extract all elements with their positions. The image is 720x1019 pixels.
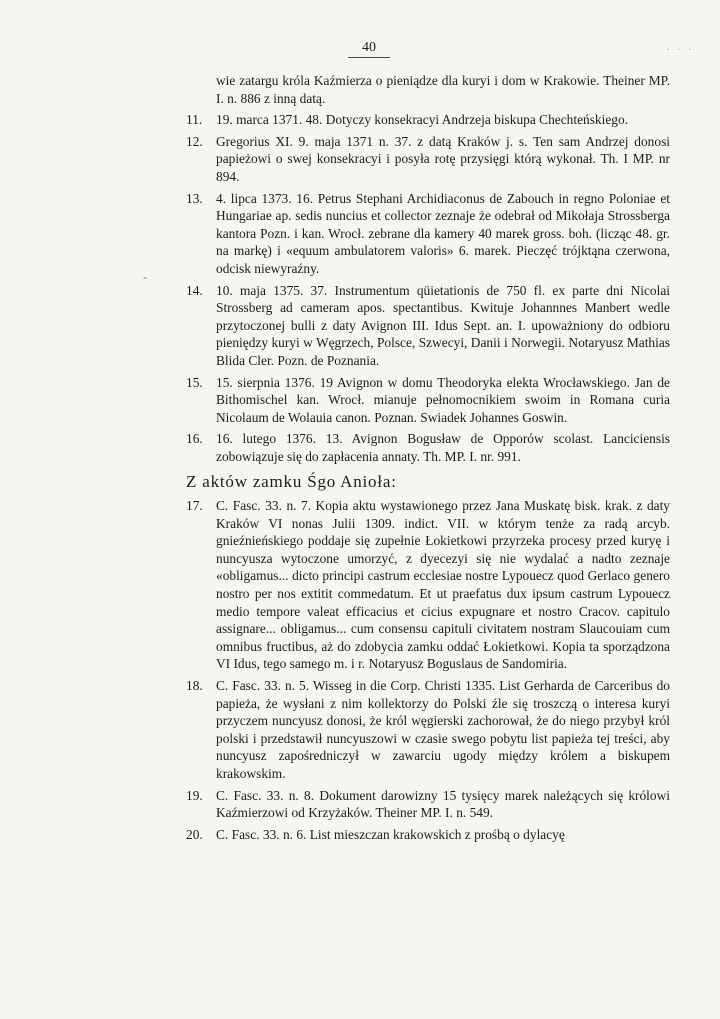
entry-number: 14. — [186, 282, 203, 298]
list-entry — [186, 133, 670, 186]
list-entry — [186, 190, 670, 278]
entry-text: 4. lipca 1373. 16. Petrus Stephani Archidiaconus de Zabouch in regno Poloniae et Hungariae ap. sedis nuncius et collector zeznaje że odebrał od Mikołaja Strossberga kantora Pozn. i kan. Wrocł. zebrane dla kamery 40 marek gross. boh. (licząc 48. gr. na markę) i «equum ambulatorem valoris» 6. marek. Pieczęć trójktąna czerwona, odcisk niewyraźny. — [216, 190, 670, 276]
entry-number: 13. — [186, 190, 203, 206]
entry-number: 11. — [186, 112, 203, 128]
entry-list-top — [186, 72, 670, 465]
list-entry — [186, 430, 670, 465]
entry-number: 15. — [186, 374, 203, 390]
list-entry — [186, 282, 670, 370]
list-entry — [186, 787, 670, 822]
page-body — [186, 72, 670, 847]
entry-text: 19. marca 1371. 48. Dotyczy konsekracyi Andrzeja biskupa Chechteńskiego. — [216, 112, 629, 128]
entry-text: 15. sierpnia 1376. 19 Avignon w domu Theodoryka elekta Wrocławskiego. Jan de Bithomischel kan. Wrocł. mianuje pełnomocnikiem swoim in Romana curia Nicolaum de Wolauia canon. Poznan. Swiadek Johannes Goswin. — [216, 374, 670, 425]
list-entry — [186, 72, 670, 107]
entry-text: 16. lutego 1376. 13. Avignon Bogusław de Opporów scolast. Lanciciensis zobowiązuje się do zapłacenia annaty. Th. MP. I. nr. 991. — [216, 431, 670, 464]
entry-text: 10. maja 1375. 37. Instrumentum qüietationis de 750 fl. ex parte dni Nicolai Strossberg ad cameram apos. spectantibus. Kwituje Johannnes Manbert wedle przytoczonej bulli z daty Avignon III. Idus Sept. an. I. upoważniony do odbioru pieniędzy kuryi w Węgrzech, Polsce, Szwecyi, Danii i Norwegii. Notaryusz Mathias Blida Cler. Pozn. de Poznania. — [216, 282, 670, 368]
entry-text: Gregorius XI. 9. maja 1371 n. 37. z datą Kraków j. s. Ten sam Andrzej donosi papieżowi o swej konsekracyi i posyła rotę przysięgi którą wykonał. Th. I MP. nr 894. — [216, 133, 670, 184]
entry-text: C. Fasc. 33. n. 6. List mieszczan krakowskich z prośbą o dylacyę — [216, 826, 565, 842]
list-entry — [186, 826, 670, 844]
entry-text: C. Fasc. 33. n. 7. Kopia aktu wystawionego przez Jana Muskatę bisk. krak. z daty Kraków VI nonas Julii 1309. indict. VII. w którym tenże za radą arcyb. gnieźnieńskiego poddaje się zupełnie Łokietkowi przyrzeka procesy przed kuryę i nuncyusza wytoczone umorzyć, z dyecezyi się nie wydalać a nadto zeznaje «obligamus... dicto principi castrum ecclesiae nostre Lypouecz quod Gerlaco genero nostro per nos extitit commedatum. Et ut praefatus dux ipsum castrum Lypouecz medio tempore valeat efficacius et cicius expugnare et nostro Cracov. capitulo assignare... obligamus... cum consensu capituli civitatem nostram Slaucouiam cum omnibus fructibus, aż do zdobycia zamku oddać Łokietkowi. Kopia ta sporządzona VI Idus, tego samego m. i r. Notaryusz Boguslaus de Sandomiria. — [216, 498, 670, 672]
entry-number: 20. — [186, 826, 203, 842]
entry-text: wie zatargu króla Kaźmierza o pieniądze dla kuryi i dom w Krakowie. Theiner MP. I. n. 886 z inną datą. — [216, 73, 670, 106]
entry-number: 16. — [186, 431, 203, 447]
entry-number: 18. — [186, 678, 203, 693]
entry-text: C. Fasc. 33. n. 8. Dokument darowizny 15 tysięcy marek należących się królowi Kaźmierzowi od Krzyżaków. Theiner MP. I. n. 549. — [216, 787, 670, 821]
entry-list-bottom — [186, 497, 670, 843]
margin-mark: - — [143, 270, 147, 284]
list-entry — [186, 677, 670, 783]
list-entry — [186, 111, 670, 129]
list-entry — [186, 374, 670, 427]
entry-number: 12. — [186, 133, 203, 149]
page-number: 40 — [0, 40, 720, 58]
entry-number: 19. — [186, 787, 203, 803]
list-entry — [186, 497, 670, 673]
section-heading: Z aktów zamku Śgo Anioła: — [186, 472, 397, 492]
entry-number: 17. — [186, 498, 203, 514]
entry-text: C. Fasc. 33. n. 5. Wisseg in die Corp. Christi 1335. List Gerharda de Carceribus do papieża, że wysłani z nim kollektorzy do Polski źle się troszczą o interesa kuryi przyczem nuncyusz donosi, że król węgierski zachorował, że do niego przybył król polski i przedstawił nuncyuszowi w czasie swego pobytu list papieża tej treści, aby nuncyusz zapośredniczył w zawarciu ugody między królem a biskupem krakowskim. — [216, 678, 670, 781]
corner-mark: . . . — [666, 42, 694, 53]
